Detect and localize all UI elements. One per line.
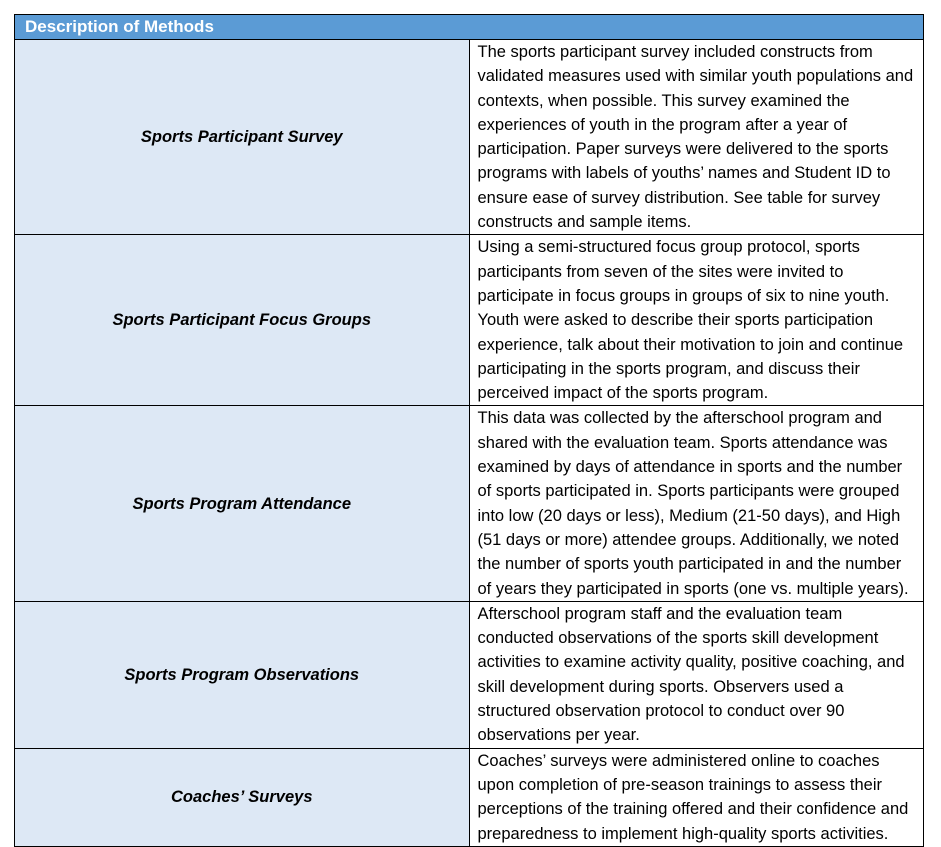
methods-table: [14, 14, 924, 847]
table-row: [15, 601, 924, 748]
row-label: Coaches’ Surveys: [15, 748, 470, 846]
row-description: The sports participant survey included constructs from validated measures used with similar youth populations and contexts, when possible. This survey examined the experiences of youth in the program after a year of participation. Paper surveys were delivered to the sports programs with labels of youths’ names and Student ID to ensure ease of survey distribution. See table for survey constructs and sample items.: [469, 40, 924, 235]
row-label: Sports Participant Focus Groups: [15, 235, 470, 406]
table-row: [15, 235, 924, 406]
row-label: Sports Participant Survey: [15, 40, 470, 235]
row-description: Coaches’ surveys were administered online to coaches upon completion of pre-season trainings to assess their perceptions of the training offered and their confidence and preparedness to implement high-quality sports activities.: [469, 748, 924, 846]
table-row: [15, 748, 924, 846]
table-header: Description of Methods: [15, 15, 924, 40]
row-label: Sports Program Attendance: [15, 406, 470, 601]
row-description: This data was collected by the afterschool program and shared with the evaluation team. Sports attendance was examined by days of attendance in sports and the number of sports participated in. Sports participants were grouped into low (20 days or less), Medium (21-50 days), and High (51 days or more) attendee groups. Additionally, we noted the number of sports youth participated in and the number of years they participated in sports (one vs. multiple years).: [469, 406, 924, 601]
row-description: Afterschool program staff and the evaluation team conducted observations of the sports skill development activities to examine activity quality, positive coaching, and skill development during sports. Observers used a structured observation protocol to conduct over 90 observations per year.: [469, 601, 924, 748]
row-description: Using a semi-structured focus group protocol, sports participants from seven of the sites were invited to participate in focus groups in groups of six to nine youth. Youth were asked to describe their sports participation experience, talk about their motivation to join and continue participating in the sports program, and discuss their perceived impact of the sports program.: [469, 235, 924, 406]
row-label: Sports Program Observations: [15, 601, 470, 748]
methods-table-container: [14, 14, 924, 847]
table-row: [15, 40, 924, 235]
table-row: [15, 406, 924, 601]
table-header-row: [15, 15, 924, 40]
